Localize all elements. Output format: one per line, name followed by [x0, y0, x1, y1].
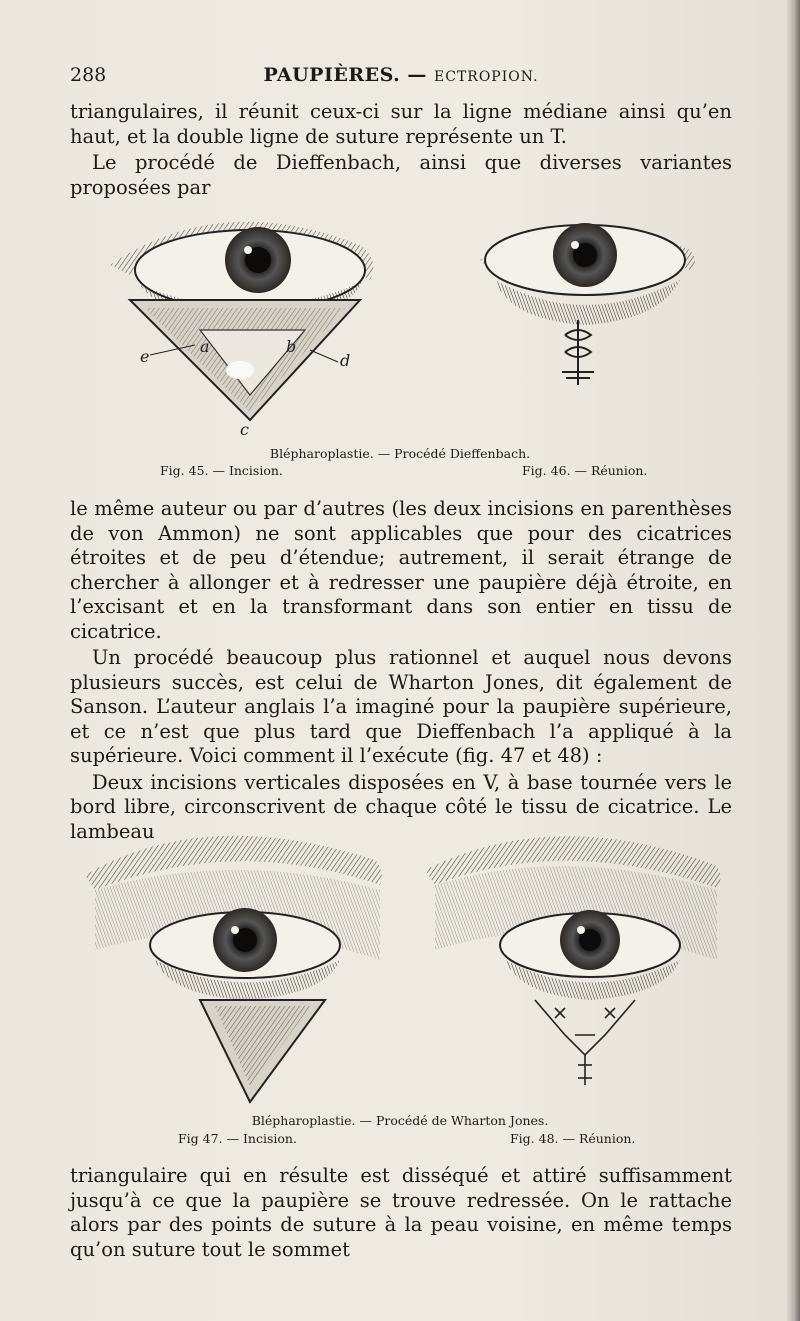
paragraph: Un procédé beaucoup plus rationnel et auquel nous devons plusieurs succès, est celui de Wharton Jones, dit également de Sanson. L’auteur anglais l’a imaginé pour la paupière supérieure, et ce n’est que plus tard que Dieffenbach l’a appliqué à la supérieure. Voici comment il l’exécute (fig. 47 et 48) :	[70, 646, 732, 767]
figure-wharton-jones-illustration	[85, 810, 725, 1110]
label-d: d	[340, 351, 351, 370]
label-c: c	[240, 420, 249, 439]
text-block-middle	[70, 497, 732, 844]
figure45-caption: Fig. 45. — Incision.	[160, 463, 283, 478]
section-title: ECTROPION.	[434, 69, 539, 85]
paragraph: le même auteur ou par d’autres (les deux incisions en parenthèses de von Ammon) ne sont applicables que pour des cicatrices étroites et de peu d’étendue; autrement, il serait étrange de chercher à allonger et à redresser une paupière déjà étroite, en l’excisant et en la transformant dans son entier en tissu de cicatrice.	[70, 497, 732, 643]
paragraph: triangulaires, il réunit ceux-ci sur la ligne médiane ainsi qu’en haut, et la double ligne de suture représente un T.	[70, 100, 732, 148]
title-dash: —	[407, 64, 427, 86]
text-block-top	[70, 100, 732, 200]
figure47-caption: Fig 47. — Incision.	[178, 1131, 297, 1146]
figure46-caption: Fig. 46. — Réunion.	[522, 463, 648, 478]
fig46-eye	[480, 223, 695, 385]
label-b: b	[286, 337, 297, 356]
page-number: 288	[70, 64, 107, 86]
paragraph: Deux incisions verticales disposées en V, à base tournée vers le bord libre, circonscrivent de chaque côté le tissu de cicatrice. Le lambeau	[70, 770, 732, 843]
paragraph: triangulaire qui en résulte est disséqué et attiré suffisamment jusqu’à ce que la paupière se trouve redressée. On le rattache alors par des points de suture à la peau voisine, en même temps qu’on suture tout le sommet	[70, 1164, 732, 1261]
fig45-eye	[110, 222, 373, 420]
fig47-eye	[85, 836, 382, 1102]
label-e: e	[140, 347, 150, 366]
fig48-eye	[425, 836, 721, 1085]
figure-dieffenbach-illustration	[100, 190, 720, 450]
figure2-caption-title: Blépharoplastie. — Procédé de Wharton Jones.	[251, 1113, 549, 1128]
text-block-bottom	[70, 1164, 732, 1262]
chapter-title: PAUPIÈRES.	[263, 64, 401, 86]
figure1-caption-title: Blépharoplastie. — Procédé Dieffenbach.	[269, 446, 531, 461]
label-a: a	[200, 337, 210, 356]
figure48-caption: Fig. 48. — Réunion.	[510, 1131, 636, 1146]
running-title	[70, 64, 732, 86]
paragraph: Le procédé de Dieffenbach, ainsi que diverses variantes proposées par	[70, 151, 732, 199]
running-header	[70, 64, 732, 90]
